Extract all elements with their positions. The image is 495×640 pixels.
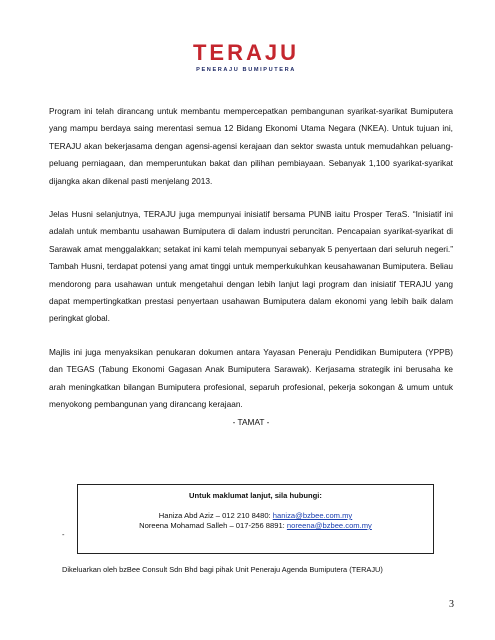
paragraph-2: Jelas Husni selanjutnya, TERAJU juga mempunyai inisiatif bersama PUNB iaitu Prosper TeraS. “Inisiatif ini adalah untuk membantu usahawan Bumiputera di dalam industri peruncitan. Pencapaian syarikat-syarikat di Sarawak amat menggalakkan; setakat ini kami telah mempunyai sebanyak 5 penyertaan dari seluruh negeri.” Tambah Husni, terdapat potensi yang amat tinggi untuk memperkukuhkan keusahawanan Bumiputera. Beliau mendorong para usahawan untuk mengetahui dengan lebih lanjut lagi program dan inisiatif TERAJU yang dapat mempertingkatkan prestasi penyertaan usahawan Bumiputera dalam ekonomi yang lebih baik dalam peringkat global. bbox=[49, 209, 453, 324]
contact-haniza-text: Haniza Abd Aziz – 012 210 8480: bbox=[158, 511, 273, 520]
contact-line-haniza bbox=[78, 511, 433, 521]
contact-noreena-text: Noreena Mohamad Salleh – 017-256 8891: bbox=[139, 521, 287, 530]
press-release-body bbox=[49, 103, 453, 431]
teraju-logo bbox=[178, 40, 314, 80]
page-number: 3 bbox=[449, 599, 454, 610]
end-marker: - TAMAT - bbox=[232, 416, 270, 427]
paragraph-1: Program ini telah dirancang untuk membantu mempercepatkan pembangunan syarikat-syarikat Bumiputera yang mampu berdaya saing merentasi semua 12 Bidang Ekonomi Utama Negara (NKEA). Untuk tujuan ini, TERAJU akan bekerjasama dengan agensi-agensi kerajaan dan sektor swasta untuk memudahkan peluang-peluang perniagaan, dan memperuntukan bakat dan pilihan pembiayaan. Sebanyak 1,100 syarikat-syarikat dijangka akan dikenal pasti menjelang 2013. bbox=[49, 106, 453, 186]
contact-box bbox=[77, 484, 434, 554]
dash-mark: - bbox=[62, 530, 65, 539]
contact-title: Untuk maklumat lanjut, sila hubungi: bbox=[189, 491, 322, 500]
paragraph-3: Majlis ini juga menyaksikan penukaran dokumen antara Yayasan Peneraju Pendidikan Bumiputera (YPPB) dan TEGAS (Tabung Ekonomi Gagasan Anak Bumiputera Sarawak). Kerjasama strategik ini berusaha ke arah meningkatkan bilangan Bumiputera profesional, separuh profesional, pekerja sokongan & umum untuk menyokong pembangunan yang dirancang kerajaan. bbox=[49, 346, 453, 410]
contact-noreena-email-link[interactable]: noreena@bzbee.com.my bbox=[286, 521, 372, 530]
contact-haniza-email-link[interactable]: haniza@bzbee.com.my bbox=[272, 511, 353, 520]
issued-by-footer: Dikeluarkan oleh bzBee Consult Sdn Bhd bagi pihak Unit Peneraju Agenda Bumiputera (TERAJU) bbox=[62, 565, 383, 574]
contact-lines bbox=[78, 511, 433, 531]
contact-line-noreena bbox=[78, 521, 433, 531]
logo-tagline: PENERAJU BUMIPUTERA bbox=[196, 67, 296, 73]
logo-wordmark: TERAJU bbox=[192, 40, 299, 65]
